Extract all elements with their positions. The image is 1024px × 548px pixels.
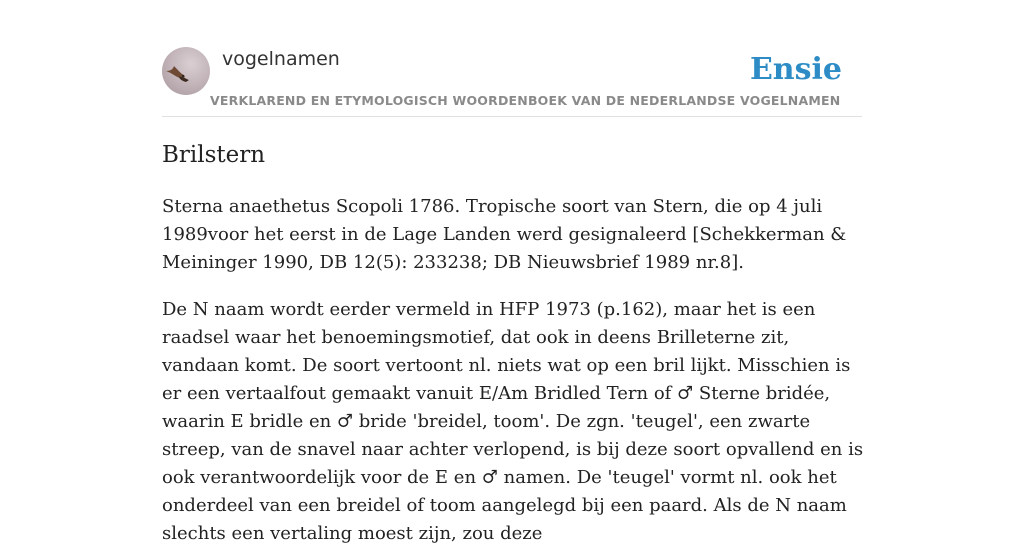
site-subtitle: VERKLAREND EN ETYMOLOGISCH WOORDENBOEK VAN DE NEDERLANDSE VOGELNAMEN [210, 93, 841, 108]
article-paragraph: Sterna anaethetus Scopoli 1786. Tropische soort van Stern, die op 4 juli 1989voor het eerst in de Lage Landen werd gesignaleerd [Schekkerman & Meininger 1990, DB 12(5): 233238; DB Nieuwsbrief 1989 nr.8]. [162, 196, 847, 273]
bird-icon [162, 47, 210, 95]
ensie-logo[interactable]: Ensie [749, 52, 842, 87]
article-title: Brilstern [162, 142, 266, 168]
article-paragraph: De N naam wordt eerder vermeld in HFP 1973 (p.162), maar het is een raadsel waar het benoemingsmotief, dat ook in deens Brilleterne zit, vandaan komt. De soort vertoont nl. niets wat op een bril lijkt. Misschien is er een vertaalfout gemaakt vanuit E/Am Bridled Tern of ♂ Sterne bridée, waarin E bridle en ♂ bride 'breidel, toom'. De zgn. 'teugel', een zwarte streep, van de snavel naar achter verlopend, is bij deze soort opvallend en is ook verantwoordelijk voor de E en ♂ namen. De 'teugel' vormt nl. ook het onderdeel van een breidel of toom aangelegd bij een paard. Als de N naam slechts een vertaling moest zijn, zou deze [162, 299, 864, 544]
site-name-link[interactable]: vogelnamen [222, 48, 340, 70]
bird-avatar-icon[interactable] [162, 47, 210, 95]
article [162, 140, 867, 548]
site-header [162, 47, 862, 117]
